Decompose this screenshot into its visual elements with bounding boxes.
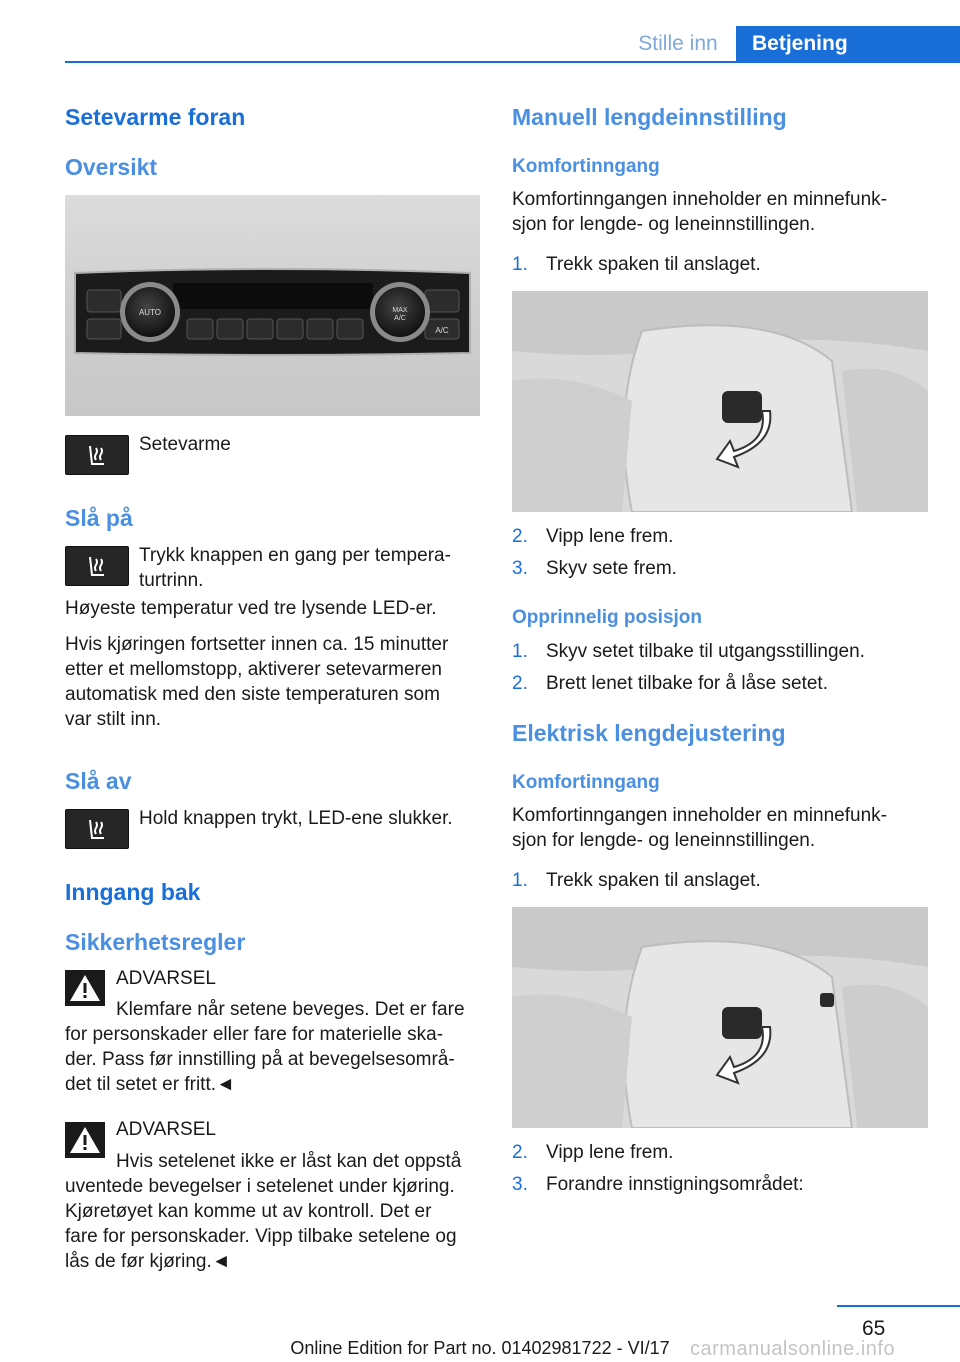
page-number-rule (837, 1305, 960, 1307)
seat-heating-icon (65, 809, 129, 849)
step-text: Trekk spaken til anslaget. (546, 254, 761, 275)
heading-switch-off: Slå av (65, 768, 132, 794)
step-number: 2. (512, 673, 528, 694)
step-text: Vipp lene frem. (546, 526, 674, 547)
heading-safety-rules: Sikkerhetsregler (65, 929, 246, 955)
warning-2-title: ADVARSEL (116, 1119, 216, 1140)
warning-2-first-line: Hvis setelenet ikke er låst kan det oppstå (116, 1151, 462, 1172)
seat-lever-photo-2 (512, 907, 928, 1128)
heading-switch-on: Slå på (65, 505, 133, 531)
heading-seat-heating: Setevarme foran (65, 104, 246, 130)
step-item (512, 556, 928, 581)
seat-heating-icon (65, 546, 129, 586)
max-ac-label: MAX A/C (392, 307, 408, 322)
watermark: carmanualsonline.info (690, 1338, 896, 1360)
warning-1-text: for personskader eller fare for materielle ska‐ der. Pass før innstilling på at bevegelsesområ‐ det til setet er fritt.◄ (65, 1024, 455, 1095)
comfort-entry-2-text: Komfortinngangen inneholder en minnefunk‐ sjon for lengde- og leneinnstillingen. (512, 805, 887, 851)
step-text: Vipp lene frem. (546, 1142, 674, 1163)
seat-heating-caption: Setevarme (139, 434, 231, 455)
heading-rear-entry: Inngang bak (65, 879, 201, 905)
warning-icon (65, 970, 105, 1006)
header-chapter: Betjening (736, 26, 960, 61)
step-text: Skyv setet tilbake til utgangsstillingen. (546, 641, 865, 662)
step-number: 2. (512, 526, 528, 547)
switch-on-paragraph-1: Høyeste temperatur ved tre lysende LED-er. (65, 598, 437, 619)
climate-control-panel-image (65, 195, 480, 416)
seat-heating-icon (65, 435, 129, 475)
heading-comfort-entry-2: Komfortinngang (512, 772, 660, 793)
step-number: 1. (512, 641, 528, 662)
step-item (512, 868, 928, 893)
step-item (512, 524, 928, 549)
heading-manual-length: Manuell lengdeinnstilling (512, 104, 787, 130)
step-item (512, 1140, 928, 1165)
step-text: Trekk spaken til anslaget. (546, 870, 761, 891)
ac-label: A/C (435, 326, 449, 335)
auto-label: AUTO (138, 308, 162, 317)
warning-icon (65, 1122, 105, 1158)
header-section: Stille inn (638, 31, 718, 55)
step-number: 1. (512, 870, 528, 891)
warning-1-first-line: Klemfare når setene beveges. Det er fare (116, 999, 465, 1020)
step-text: Brett lenet tilbake for å låse setet. (546, 673, 828, 694)
step-text: Skyv sete frem. (546, 558, 677, 579)
edition-footer: Online Edition for Part no. 01402981722 - VI/17 (290, 1338, 670, 1358)
switch-on-instruction: Trykk knappen en gang per tempera‐ turtrinn. (139, 545, 451, 591)
step-number: 3. (512, 1174, 528, 1195)
step-item (512, 639, 928, 664)
heading-electric-length: Elektrisk lengdejustering (512, 720, 786, 746)
step-item (512, 252, 928, 277)
comfort-entry-1-text: Komfortinngangen inneholder en minnefunk‐ sjon for lengde- og leneinnstillingen. (512, 189, 887, 235)
step-item (512, 671, 928, 696)
heading-original-position: Opprinnelig posisjon (512, 607, 702, 628)
seat-lever-photo-1 (512, 291, 928, 512)
step-item (512, 1172, 928, 1197)
warning-2-text: uventede bevegelser i setelenet under kjøring. Kjøretøyet kan komme ut av kontroll. Det er fare for personskader. Vipp tilbake setelene og lås de før kjøring.◄ (65, 1176, 457, 1272)
step-number: 3. (512, 558, 528, 579)
heading-comfort-entry-1: Komfortinngang (512, 156, 660, 177)
switch-off-instruction: Hold knappen trykt, LED-ene slukker. (139, 808, 453, 829)
header-rule (65, 61, 960, 63)
step-number: 2. (512, 1142, 528, 1163)
step-text: Forandre innstigningsområdet: (546, 1174, 804, 1195)
switch-on-paragraph-2: Hvis kjøringen fortsetter innen ca. 15 minutter etter et mellomstopp, aktiverer setevarmeren automatisk med den siste temperaturen som var stilt inn. (65, 634, 449, 730)
warning-1-title: ADVARSEL (116, 968, 216, 989)
climate-panel-drawing (65, 195, 480, 416)
page-number: 65 (862, 1317, 886, 1340)
heading-overview: Oversikt (65, 154, 158, 180)
step-number: 1. (512, 254, 528, 275)
